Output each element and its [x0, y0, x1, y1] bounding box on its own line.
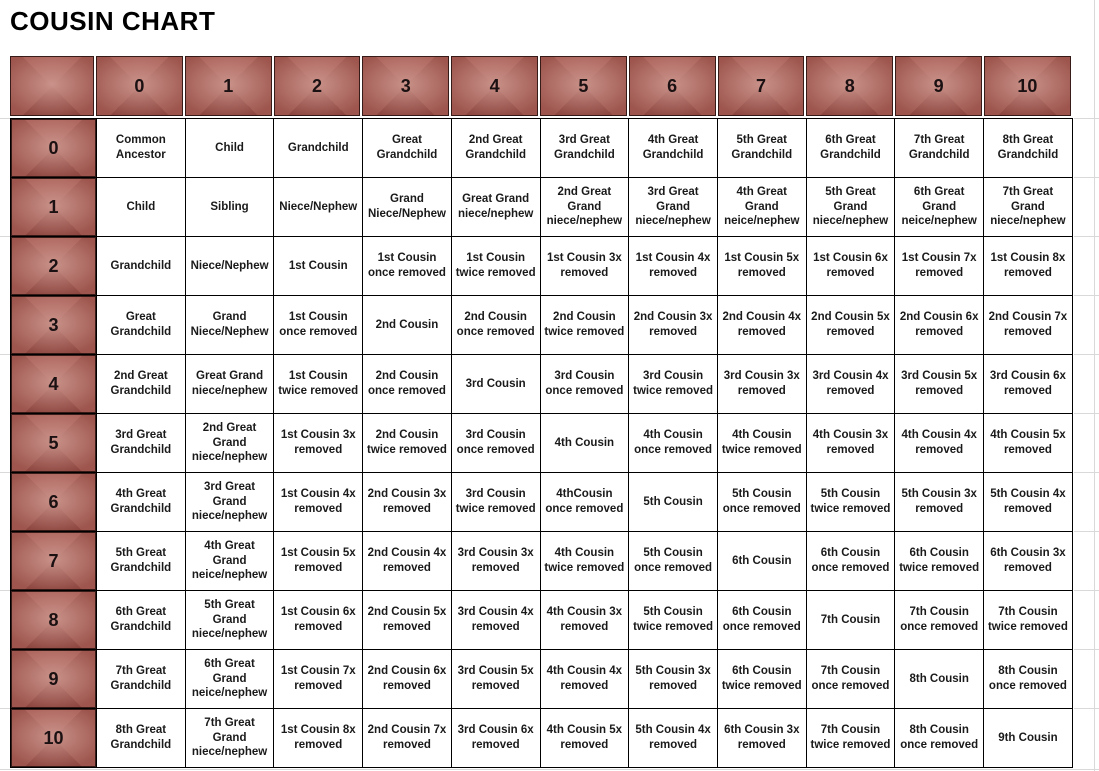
- cell-r3-c6: 2nd Cousin 3x removed: [629, 296, 718, 355]
- cell-r2-c6: 1st Cousin 4x removed: [629, 237, 718, 296]
- row-header-10: 10: [11, 709, 97, 768]
- excel-gridline: [1074, 118, 1099, 119]
- row-header-6: 6: [11, 473, 97, 532]
- cell-r2-c7: 1st Cousin 5x removed: [717, 237, 806, 296]
- grid-row-10: [11, 709, 1073, 768]
- cell-r1-c4: Great Grand niece/nephew: [451, 178, 540, 237]
- excel-gridline: [0, 472, 10, 473]
- cell-r10-c4: 3rd Cousin 6x removed: [451, 709, 540, 768]
- cell-r4-c8: 3rd Cousin 4x removed: [806, 355, 895, 414]
- row-header-3: 3: [11, 296, 97, 355]
- excel-gridline: [0, 354, 10, 355]
- row-header-4: 4: [11, 355, 97, 414]
- excel-gridline: [1074, 354, 1099, 355]
- grid-row-8: [11, 591, 1073, 650]
- excel-gridline: [1074, 295, 1099, 296]
- cell-r0-c9: 7th Great Grandchild: [895, 119, 984, 178]
- cell-r5-c9: 4th Cousin 4x removed: [895, 414, 984, 473]
- cell-r7-c7: 6th Cousin: [717, 532, 806, 591]
- cell-r7-c4: 3rd Cousin 3x removed: [451, 532, 540, 591]
- cell-r10-c2: 1st Cousin 8x removed: [274, 709, 363, 768]
- cell-r6-c0: 4th Great Grandchild: [97, 473, 186, 532]
- cell-r8-c4: 3rd Cousin 4x removed: [451, 591, 540, 650]
- cell-r7-c3: 2nd Cousin 4x removed: [363, 532, 452, 591]
- cell-r9-c3: 2nd Cousin 6x removed: [363, 650, 452, 709]
- excel-gridline: [0, 118, 10, 119]
- grid-row-5: [11, 414, 1073, 473]
- cell-r4-c3: 2nd Cousin once removed: [363, 355, 452, 414]
- cell-r4-c2: 1st Cousin twice removed: [274, 355, 363, 414]
- cell-r10-c8: 7th Cousin twice removed: [806, 709, 895, 768]
- column-header-4: 4: [451, 56, 540, 118]
- cell-r1-c6: 3rd Great Grand niece/nephew: [629, 178, 718, 237]
- cell-r4-c5: 3rd Cousin once removed: [540, 355, 629, 414]
- grid-row-6: [11, 473, 1073, 532]
- cell-r5-c0: 3rd Great Grandchild: [97, 414, 186, 473]
- cell-r0-c1: Child: [185, 119, 274, 178]
- row-header-8: 8: [11, 591, 97, 650]
- cell-r9-c2: 1st Cousin 7x removed: [274, 650, 363, 709]
- cell-r9-c8: 7th Cousin once removed: [806, 650, 895, 709]
- cell-r4-c10: 3rd Cousin 6x removed: [984, 355, 1073, 414]
- cell-r8-c3: 2nd Cousin 5x removed: [363, 591, 452, 650]
- grid-row-0: [11, 119, 1073, 178]
- cell-r5-c1: 2nd Great Grand niece/nephew: [185, 414, 274, 473]
- cell-r2-c0: Grandchild: [97, 237, 186, 296]
- cell-r1-c5: 2nd Great Grand niece/nephew: [540, 178, 629, 237]
- relationship-grid: [10, 118, 1073, 768]
- cell-r6-c4: 3rd Cousin twice removed: [451, 473, 540, 532]
- cell-r8-c10: 7th Cousin twice removed: [984, 591, 1073, 650]
- cell-r1-c8: 5th Great Grand niece/nephew: [806, 178, 895, 237]
- cell-r1-c3: Grand Niece/Nephew: [363, 178, 452, 237]
- cell-r7-c0: 5th Great Grandchild: [97, 532, 186, 591]
- cell-r3-c0: Great Grandchild: [97, 296, 186, 355]
- cell-r10-c3: 2nd Cousin 7x removed: [363, 709, 452, 768]
- cell-r4-c4: 3rd Cousin: [451, 355, 540, 414]
- excel-gridline: [1074, 472, 1099, 473]
- cell-r6-c7: 5th Cousin once removed: [717, 473, 806, 532]
- excel-gridline: [0, 708, 10, 709]
- cell-r9-c7: 6th Cousin twice removed: [717, 650, 806, 709]
- excel-gridline: [0, 236, 10, 237]
- column-header-9: 9: [895, 56, 984, 118]
- cell-r1-c7: 4th Great Grand neice/nephew: [717, 178, 806, 237]
- cell-r1-c10: 7th Great Grand niece/nephew: [984, 178, 1073, 237]
- cell-r7-c9: 6th Cousin twice removed: [895, 532, 984, 591]
- cell-r10-c6: 5th Cousin 4x removed: [629, 709, 718, 768]
- cell-r8-c1: 5th Great Grand niece/nephew: [185, 591, 274, 650]
- cell-r8-c0: 6th Great Grandchild: [97, 591, 186, 650]
- row-header-1: 1: [11, 178, 97, 237]
- column-header-10: 10: [984, 56, 1073, 118]
- cell-r0-c5: 3rd Great Grandchild: [540, 119, 629, 178]
- cell-r7-c1: 4th Great Grand neice/nephew: [185, 532, 274, 591]
- cell-r5-c8: 4th Cousin 3x removed: [806, 414, 895, 473]
- cell-r9-c5: 4th Cousin 4x removed: [540, 650, 629, 709]
- cell-r3-c9: 2nd Cousin 6x removed: [895, 296, 984, 355]
- cell-r8-c5: 4th Cousin 3x removed: [540, 591, 629, 650]
- cell-r4-c0: 2nd Great Grandchild: [97, 355, 186, 414]
- excel-gridline: [1074, 649, 1099, 650]
- cell-r1-c2: Niece/Nephew: [274, 178, 363, 237]
- excel-gridline: [1074, 236, 1099, 237]
- cell-r6-c5: 4thCousin once removed: [540, 473, 629, 532]
- cell-r1-c0: Child: [97, 178, 186, 237]
- cell-r3-c3: 2nd Cousin: [363, 296, 452, 355]
- excel-gridline: [1074, 708, 1099, 709]
- column-header-7: 7: [718, 56, 807, 118]
- cell-r9-c4: 3rd Cousin 5x removed: [451, 650, 540, 709]
- row-header-0: 0: [11, 119, 97, 178]
- grid-row-9: [11, 650, 1073, 709]
- column-header-6: 6: [629, 56, 718, 118]
- excel-gridline: [0, 769, 1099, 770]
- column-header-8: 8: [806, 56, 895, 118]
- cell-r10-c9: 8th Cousin once removed: [895, 709, 984, 768]
- corner-header-cell: [10, 56, 96, 118]
- cell-r5-c6: 4th Cousin once removed: [629, 414, 718, 473]
- cell-r0-c10: 8th Great Grandchild: [984, 119, 1073, 178]
- cell-r0-c8: 6th Great Grandchild: [806, 119, 895, 178]
- cell-r10-c10: 9th Cousin: [984, 709, 1073, 768]
- cell-r0-c0: Common Ancestor: [97, 119, 186, 178]
- grid-row-2: [11, 237, 1073, 296]
- cell-r5-c3: 2nd Cousin twice removed: [363, 414, 452, 473]
- column-header-row: [10, 56, 1073, 118]
- cell-r1-c9: 6th Great Grand neice/nephew: [895, 178, 984, 237]
- cell-r4-c9: 3rd Cousin 5x removed: [895, 355, 984, 414]
- column-header-0: 0: [96, 56, 185, 118]
- row-header-9: 9: [11, 650, 97, 709]
- cell-r2-c9: 1st Cousin 7x removed: [895, 237, 984, 296]
- cell-r9-c0: 7th Great Grandchild: [97, 650, 186, 709]
- cell-r4-c7: 3rd Cousin 3x removed: [717, 355, 806, 414]
- cell-r3-c2: 1st Cousin once removed: [274, 296, 363, 355]
- cell-r5-c7: 4th Cousin twice removed: [717, 414, 806, 473]
- cell-r5-c5: 4th Cousin: [540, 414, 629, 473]
- excel-gridline: [1074, 413, 1099, 414]
- column-header-3: 3: [362, 56, 451, 118]
- cell-r3-c1: Grand Niece/Nephew: [185, 296, 274, 355]
- cell-r8-c6: 5th Cousin twice removed: [629, 591, 718, 650]
- cell-r3-c4: 2nd Cousin once removed: [451, 296, 540, 355]
- cell-r3-c5: 2nd Cousin twice removed: [540, 296, 629, 355]
- cell-r8-c2: 1st Cousin 6x removed: [274, 591, 363, 650]
- cell-r6-c8: 5th Cousin twice removed: [806, 473, 895, 532]
- cell-r0-c4: 2nd Great Grandchild: [451, 119, 540, 178]
- cell-r8-c9: 7th Cousin once removed: [895, 591, 984, 650]
- cell-r2-c2: 1st Cousin: [274, 237, 363, 296]
- cell-r6-c1: 3rd Great Grand niece/nephew: [185, 473, 274, 532]
- cell-r6-c10: 5th Cousin 4x removed: [984, 473, 1073, 532]
- cell-r0-c7: 5th Great Grandchild: [717, 119, 806, 178]
- excel-gridline: [1074, 531, 1099, 532]
- cell-r6-c3: 2nd Cousin 3x removed: [363, 473, 452, 532]
- grid-row-4: [11, 355, 1073, 414]
- row-header-7: 7: [11, 532, 97, 591]
- cell-r9-c9: 8th Cousin: [895, 650, 984, 709]
- cell-r2-c8: 1st Cousin 6x removed: [806, 237, 895, 296]
- cell-r6-c6: 5th Cousin: [629, 473, 718, 532]
- cell-r7-c6: 5th Cousin once removed: [629, 532, 718, 591]
- cell-r9-c6: 5th Cousin 3x removed: [629, 650, 718, 709]
- cousin-chart-table: [10, 56, 1073, 768]
- cell-r1-c1: Sibling: [185, 178, 274, 237]
- grid-row-7: [11, 532, 1073, 591]
- cell-r3-c7: 2nd Cousin 4x removed: [717, 296, 806, 355]
- cell-r0-c3: Great Grandchild: [363, 119, 452, 178]
- column-header-2: 2: [274, 56, 363, 118]
- cell-r5-c4: 3rd Cousin once removed: [451, 414, 540, 473]
- excel-gridline: [1074, 177, 1099, 178]
- cell-r2-c5: 1st Cousin 3x removed: [540, 237, 629, 296]
- cell-r9-c10: 8th Cousin once removed: [984, 650, 1073, 709]
- cell-r7-c10: 6th Cousin 3x removed: [984, 532, 1073, 591]
- cell-r6-c2: 1st Cousin 4x removed: [274, 473, 363, 532]
- cell-r7-c5: 4th Cousin twice removed: [540, 532, 629, 591]
- cell-r6-c9: 5th Cousin 3x removed: [895, 473, 984, 532]
- column-header-5: 5: [540, 56, 629, 118]
- cell-r10-c7: 6th Cousin 3x removed: [717, 709, 806, 768]
- cell-r0-c2: Grandchild: [274, 119, 363, 178]
- row-header-2: 2: [11, 237, 97, 296]
- cell-r2-c4: 1st Cousin twice removed: [451, 237, 540, 296]
- cell-r8-c7: 6th Cousin once removed: [717, 591, 806, 650]
- excel-gridline: [0, 590, 10, 591]
- cell-r7-c8: 6th Cousin once removed: [806, 532, 895, 591]
- cell-r3-c10: 2nd Cousin 7x removed: [984, 296, 1073, 355]
- cell-r7-c2: 1st Cousin 5x removed: [274, 532, 363, 591]
- cell-r5-c10: 4th Cousin 5x removed: [984, 414, 1073, 473]
- grid-row-1: [11, 178, 1073, 237]
- excel-gridline: [1074, 590, 1099, 591]
- cell-r4-c1: Great Grand niece/nephew: [185, 355, 274, 414]
- page-title: COUSIN CHART: [10, 6, 216, 36]
- cell-r8-c8: 7th Cousin: [806, 591, 895, 650]
- cell-r2-c10: 1st Cousin 8x removed: [984, 237, 1073, 296]
- grid-row-3: [11, 296, 1073, 355]
- grid-body: [11, 119, 1073, 768]
- cell-r9-c1: 6th Great Grand neice/nephew: [185, 650, 274, 709]
- column-header-1: 1: [185, 56, 274, 118]
- cell-r3-c8: 2nd Cousin 5x removed: [806, 296, 895, 355]
- cell-r10-c1: 7th Great Grand niece/nephew: [185, 709, 274, 768]
- row-header-5: 5: [11, 414, 97, 473]
- cell-r2-c1: Niece/Nephew: [185, 237, 274, 296]
- cell-r10-c0: 8th Great Grandchild: [97, 709, 186, 768]
- cell-r10-c5: 4th Cousin 5x removed: [540, 709, 629, 768]
- cell-r4-c6: 3rd Cousin twice removed: [629, 355, 718, 414]
- cell-r5-c2: 1st Cousin 3x removed: [274, 414, 363, 473]
- cell-r0-c6: 4th Great Grandchild: [629, 119, 718, 178]
- excel-gridline: [1094, 0, 1095, 771]
- cell-r2-c3: 1st Cousin once removed: [363, 237, 452, 296]
